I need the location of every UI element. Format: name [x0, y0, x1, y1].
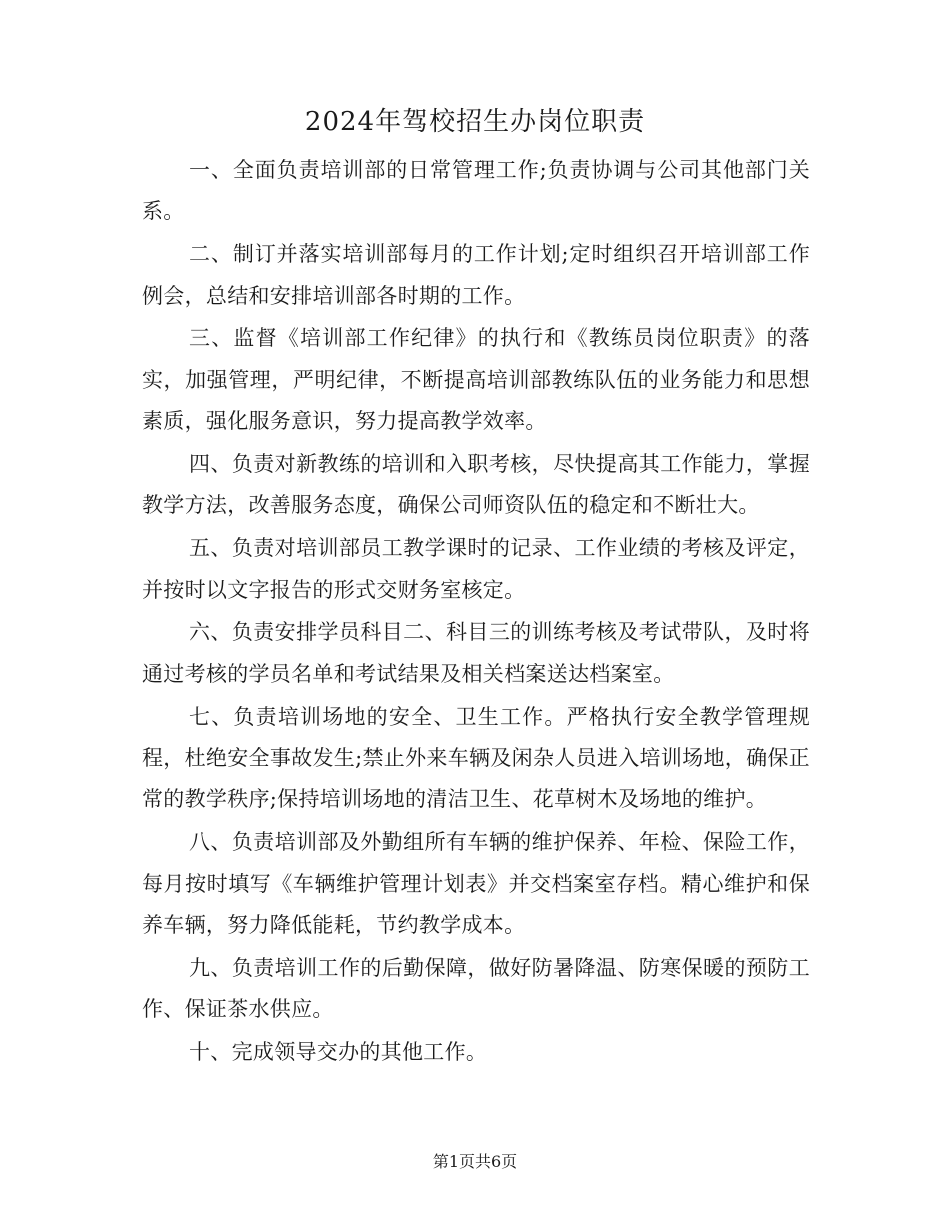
- paragraph-3: 三、监督《培训部工作纪律》的执行和《教练员岗位职责》的落实，加强管理，严明纪律，不断提高培训部教练队伍的业务能力和思想素质，强化服务意识，努力提高教学效率。: [142, 326, 810, 434]
- paragraph-10: 十、完成领导交办的其他工作。: [189, 1040, 488, 1065]
- paragraph-2: 二、制订并落实培训部每月的工作计划;定时组织召开培训部工作例会，总结和安排培训部各时期的工作。: [142, 242, 810, 308]
- document-title: 2024年驾校招生办岗位职责: [304, 107, 646, 137]
- paragraph-6: 六、负责安排学员科目二、科目三的训练考核及考试带队，及时将通过考核的学员名单和考试结果及相关档案送达档案室。: [142, 620, 810, 686]
- paragraph-7: 七、负责培训场地的安全、卫生工作。严格执行安全教学管理规程，杜绝安全事故发生;禁止外来车辆及闲杂人员进入培训场地，确保正常的教学秩序;保持培训场地的清洁卫生、花草树木及场地的维护。: [142, 704, 810, 812]
- paragraph-1: 一、全面负责培训部的日常管理工作;负责协调与公司其他部门关系。: [142, 158, 810, 224]
- document-body: [142, 150, 810, 1075]
- paragraph-8: 八、负责培训部及外勤组所有车辆的维护保养、年检、保险工作，每月按时填写《车辆维护管理计划表》并交档案室存档。精心维护和保养车辆，努力降低能耗，节约教学成本。: [142, 830, 810, 938]
- page-number-footer: 第1页共6页: [432, 1152, 518, 1171]
- paragraph-9: 九、负责培训工作的后勤保障，做好防暑降温、防寒保暖的预防工作、保证茶水供应。: [142, 955, 810, 1022]
- paragraph-4: 四、负责对新教练的培训和入职考核，尽快提高其工作能力，掌握教学方法，改善服务态度，确保公司师资队伍的稳定和不断壮大。: [142, 452, 810, 518]
- paragraph-5: 五、负责对培训部员工教学课时的记录、工作业绩的考核及评定，并按时以文字报告的形式交财务室核定。: [142, 536, 810, 602]
